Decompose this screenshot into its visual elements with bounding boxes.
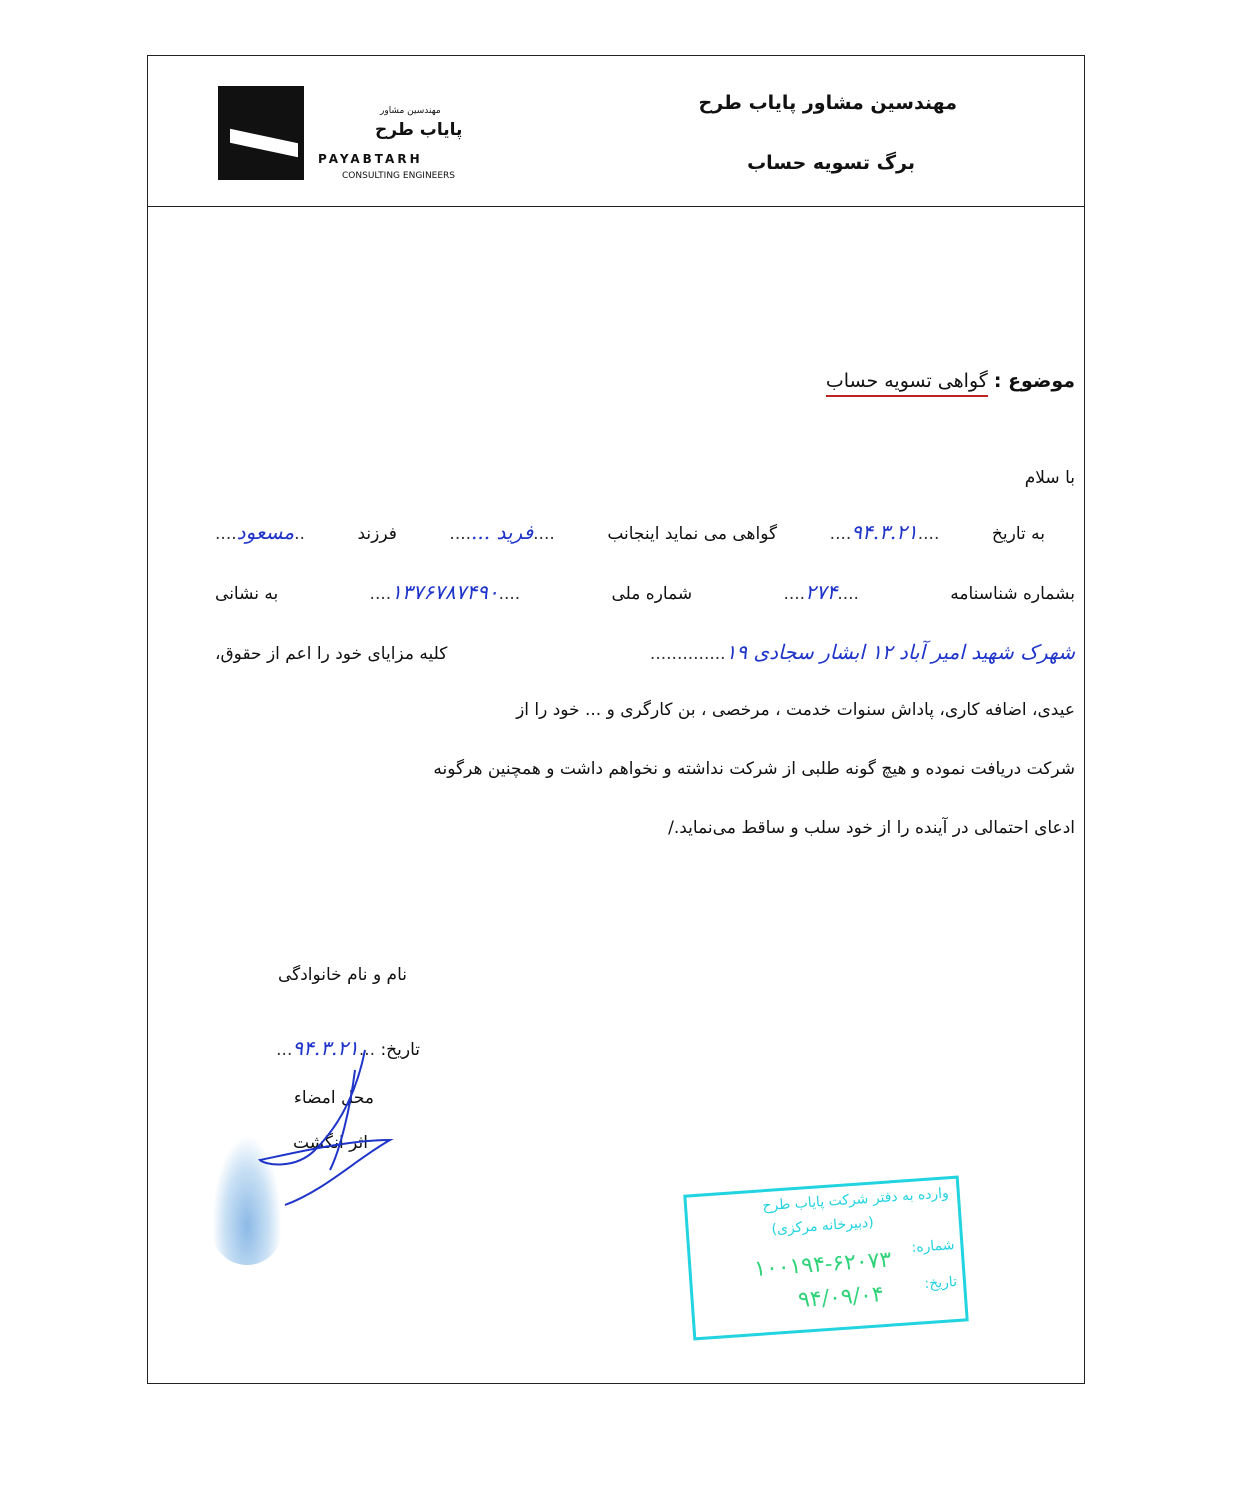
text: شماره ملی [611,584,693,604]
body-line-2: بشماره شناسنامه ....۲۷۴.... شماره ملی ....۱۳۷۶۷۸۷۴۹۰.... به نشانی [215,580,1075,604]
handwritten-sign-date: ۹۴.۳.۲۱ [292,1036,359,1060]
text: به تاریخ [991,524,1045,544]
stamp-number: ۱۰۰۱۹۴-۶۲۰۷۳ [753,1247,893,1283]
text: فرزند [357,524,397,544]
body-line-3: شهرک شهید امیر آباد ۱۲ ابشار سجادی ۱۹.............. کلیه مزایای خود را اعم از حقوق، [215,640,1075,664]
handwritten-name: فرید ... [471,520,534,544]
logo-text-en-sub: CONSULTING ENGINEERS [342,171,456,181]
received-stamp [683,1176,969,1341]
handwritten-address: شهرک شهید امیر آباد ۱۲ ابشار سجادی ۱۹ [725,640,1075,664]
stamp-line-2: (دبیرخانه مرکزی) [770,1214,875,1238]
subject-value: گواهی تسویه حساب [826,370,988,397]
date-field: تاریخ: ...۹۴.۳.۲۱... [276,1036,420,1060]
fingerprint-label: اثر انگشت [293,1133,368,1153]
body-line-6: ادعای احتمالی در آینده را از خود سلب و ساقط می‌نماید./ [668,818,1075,838]
text: بشماره شناسنامه [950,584,1075,604]
subject-label: موضوع : [993,370,1075,392]
header-divider [147,206,1085,207]
handwritten-id-number: ۲۷۴ [805,580,838,604]
text: به نشانی [215,584,279,604]
company-name: مهندسین مشاور پایاب طرح [698,92,957,114]
stamp-date-label: تاریخ: [923,1273,958,1293]
handwritten-father-name: مسعود [236,520,295,544]
stamp-line-1: وارده به دفتر شرکت پایاب طرح [761,1185,950,1215]
handwritten-date: ۹۴.۳.۲۱ [851,520,918,544]
body-line-5: شرکت دریافت نموده و هیچ گونه طلبی از شرکت نداشته و نخواهم داشت و همچنین هرگونه [433,759,1075,779]
date-label: تاریخ: [380,1040,420,1060]
stamp-number-label: شماره: [911,1237,955,1256]
company-logo [218,86,304,180]
subject [826,370,1075,392]
name-label: نام و نام خانوادگی [277,965,407,985]
text: کلیه مزایای خود را اعم از حقوق، [215,644,448,664]
text: گواهی می نماید اینجانب [607,524,778,544]
form-title: برگ تسویه حساب [747,152,915,174]
stamp-date: ۹۴/۰۹/۰۴ [797,1282,885,1314]
logo-text-small: مهندسین مشاور [380,106,441,116]
signature-label: محل امضاء [293,1088,374,1108]
greeting: با سلام [1024,468,1075,488]
handwritten-national-id: ۱۳۷۶۷۸۷۴۹۰ [391,580,499,604]
body-line-4: عیدی، اضافه کاری، پاداش سنوات خدمت ، مرخصی ، بن کارگری و ... خود را از [516,700,1075,720]
signature-scribble [255,1040,395,1210]
logo-text-fa: پایاب طرح [375,120,463,140]
body-line-1: به تاریخ ....۹۴.۳.۲۱.... گواهی می نماید اینجانب ....فرید ....... فرزند ..مسعود.... [215,520,1045,544]
logo-text-en: PAYABTARH [318,152,423,166]
